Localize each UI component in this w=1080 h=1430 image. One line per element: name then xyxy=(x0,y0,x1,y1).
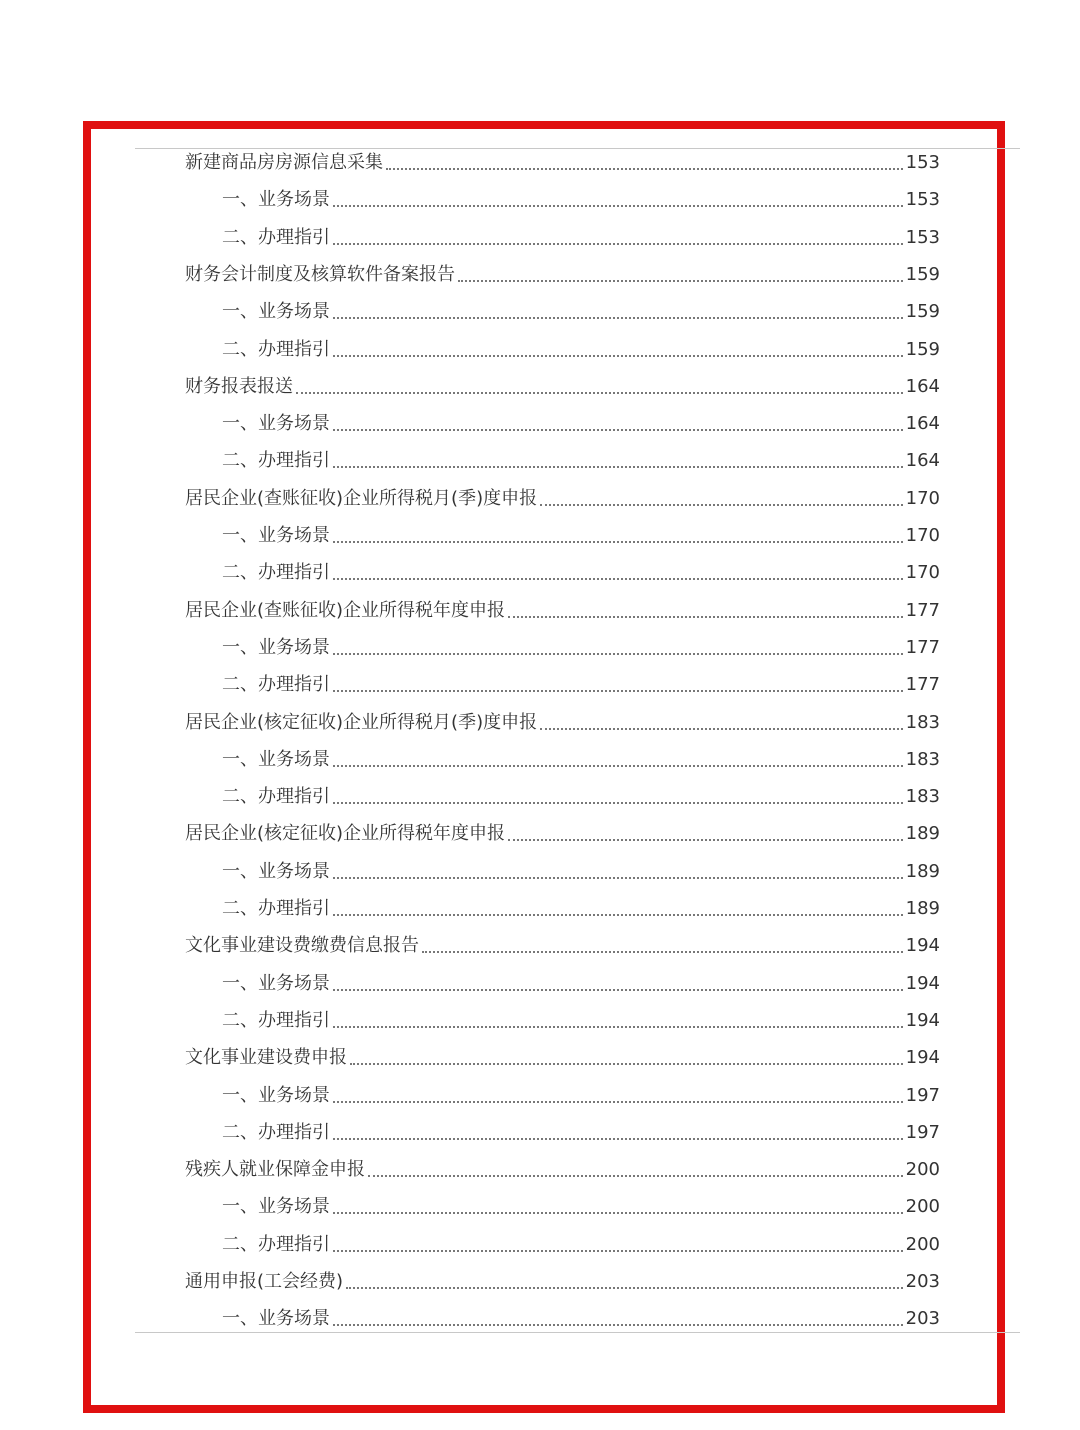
toc-subsection-entry[interactable] xyxy=(222,664,940,700)
toc-subsection-entry[interactable] xyxy=(222,440,940,476)
toc-dot-leader xyxy=(333,988,903,991)
toc-section-entry[interactable] xyxy=(185,1149,940,1185)
toc-entry-title: 一、业务场景 xyxy=(222,301,330,323)
toc-entry-page-number: 203 xyxy=(905,1271,940,1292)
toc-subsection-entry[interactable] xyxy=(222,403,940,439)
toc-entry-title: 一、业务场景 xyxy=(222,1308,330,1330)
toc-entry-title: 一、业务场景 xyxy=(222,413,330,435)
toc-dot-leader xyxy=(508,838,903,841)
toc-entry-page-number: 170 xyxy=(905,487,940,509)
toc-dot-leader xyxy=(333,913,903,916)
toc-entry-page-number: 194 xyxy=(905,1009,940,1031)
toc-dot-leader xyxy=(333,876,903,879)
toc-entry-title: 一、业务场景 xyxy=(222,972,330,994)
toc-entry-page-number: 189 xyxy=(905,823,940,845)
toc-entry-page-number: 164 xyxy=(905,450,940,472)
toc-entry-title: 一、业务场景 xyxy=(222,1084,330,1106)
toc-dot-leader xyxy=(333,204,903,207)
toc-dot-leader xyxy=(333,316,903,319)
toc-entry-title: 二、办理指引 xyxy=(222,1009,330,1031)
toc-entry-title: 居民企业(查账征收)企业所得税年度申报 xyxy=(185,599,506,621)
toc-entry-page-number: 189 xyxy=(905,898,940,919)
toc-dot-leader xyxy=(333,428,903,431)
toc-subsection-entry[interactable] xyxy=(222,739,940,775)
toc-dot-leader xyxy=(346,1286,903,1289)
toc-entry-title: 二、办理指引 xyxy=(222,562,330,584)
toc-entry-title: 二、办理指引 xyxy=(222,338,330,360)
toc-subsection-entry[interactable] xyxy=(222,851,940,887)
toc-dot-leader xyxy=(386,167,903,170)
toc-subsection-entry[interactable] xyxy=(222,627,940,663)
toc-section-entry[interactable] xyxy=(185,366,940,402)
toc-entry-title: 一、业务场景 xyxy=(222,189,330,211)
toc-entry-title: 一、业务场景 xyxy=(222,1196,330,1218)
toc-entry-page-number: 189 xyxy=(905,860,940,882)
toc-section-entry[interactable] xyxy=(185,478,940,514)
toc-dot-leader xyxy=(333,801,903,804)
toc-entry-title: 一、业务场景 xyxy=(222,525,330,546)
toc-entry-page-number: 203 xyxy=(905,1308,940,1330)
toc-section-entry[interactable] xyxy=(185,702,940,738)
toc-entry-title: 二、办理指引 xyxy=(222,450,330,472)
toc-dot-leader xyxy=(333,652,903,655)
toc-entry-page-number: 159 xyxy=(905,338,940,360)
toc-section-entry[interactable] xyxy=(185,254,940,290)
toc-dot-leader xyxy=(333,1025,903,1028)
toc-entry-title: 二、办理指引 xyxy=(222,1233,330,1255)
toc-subsection-entry[interactable] xyxy=(222,1112,940,1148)
toc-entry-title: 二、办理指引 xyxy=(222,1121,330,1143)
toc-entry-title: 居民企业(核定征收)企业所得税年度申报 xyxy=(185,823,506,845)
toc-subsection-entry[interactable] xyxy=(222,1000,940,1036)
toc-dot-leader xyxy=(333,764,903,767)
toc-entry-page-number: 183 xyxy=(905,786,940,808)
toc-section-entry[interactable] xyxy=(185,813,940,849)
toc-entry-title: 二、办理指引 xyxy=(222,898,330,919)
toc-entry-page-number: 183 xyxy=(905,748,940,770)
toc-entry-title: 一、业务场景 xyxy=(222,860,330,882)
toc-entry-title: 二、办理指引 xyxy=(222,674,330,696)
toc-entry-title: 残疾人就业保障金申报 xyxy=(185,1159,365,1181)
toc-subsection-entry[interactable] xyxy=(222,291,940,327)
toc-dot-leader xyxy=(333,540,903,543)
toc-entry-title: 二、办理指引 xyxy=(222,786,330,808)
toc-subsection-entry[interactable] xyxy=(222,776,940,812)
toc-entry-page-number: 200 xyxy=(905,1233,940,1255)
toc-entry-page-number: 159 xyxy=(905,301,940,323)
toc-subsection-entry[interactable] xyxy=(222,1186,940,1222)
toc-entry-title: 一、业务场景 xyxy=(222,636,330,658)
toc-entry-title: 二、办理指引 xyxy=(222,226,330,248)
toc-dot-leader xyxy=(333,1211,903,1214)
toc-subsection-entry[interactable] xyxy=(222,963,940,999)
toc-entry-page-number: 164 xyxy=(905,375,940,397)
toc-entry-page-number: 164 xyxy=(905,413,940,435)
toc-dot-leader xyxy=(333,577,903,580)
toc-section-entry[interactable] xyxy=(185,1037,940,1073)
toc-entry-page-number: 194 xyxy=(905,935,940,957)
toc-dot-leader xyxy=(540,503,903,506)
toc-section-entry[interactable] xyxy=(185,142,940,178)
toc-entry-page-number: 153 xyxy=(905,152,940,173)
toc-entry-title: 居民企业(查账征收)企业所得税月(季)度申报 xyxy=(185,487,538,509)
toc-entry-page-number: 197 xyxy=(905,1121,940,1143)
toc-entry-title: 文化事业建设费申报 xyxy=(185,1047,347,1069)
toc-entry-title: 一、业务场景 xyxy=(222,748,330,770)
toc-dot-leader xyxy=(296,391,903,394)
toc-subsection-entry[interactable] xyxy=(222,515,940,551)
toc-subsection-entry[interactable] xyxy=(222,1075,940,1111)
toc-subsection-entry[interactable] xyxy=(222,179,940,215)
toc-entry-page-number: 159 xyxy=(905,263,940,285)
toc-dot-leader xyxy=(333,1137,903,1140)
toc-dot-leader xyxy=(333,354,903,357)
toc-entry-page-number: 177 xyxy=(905,599,940,621)
toc-dot-leader xyxy=(540,727,903,730)
toc-entry-page-number: 153 xyxy=(905,226,940,248)
toc-entry-title: 文化事业建设费缴费信息报告 xyxy=(185,935,419,957)
toc-entry-title: 通用申报(工会经费) xyxy=(185,1271,344,1292)
toc-dot-leader xyxy=(350,1062,903,1065)
toc-entry-title: 居民企业(核定征收)企业所得税月(季)度申报 xyxy=(185,711,538,733)
toc-entry-page-number: 153 xyxy=(905,189,940,211)
toc-entry-page-number: 200 xyxy=(905,1196,940,1218)
toc-dot-leader xyxy=(458,279,903,282)
toc-dot-leader xyxy=(333,242,903,245)
toc-subsection-entry[interactable] xyxy=(222,329,940,365)
toc-dot-leader xyxy=(333,1249,903,1252)
toc-section-entry[interactable] xyxy=(185,1261,940,1297)
toc-dot-leader xyxy=(333,465,903,468)
toc-entry-page-number: 170 xyxy=(905,525,940,546)
toc-dot-leader xyxy=(422,950,903,953)
toc-entry-title: 财务报表报送 xyxy=(185,375,293,397)
toc-entry-page-number: 194 xyxy=(905,1047,940,1069)
toc-dot-leader xyxy=(333,1100,903,1103)
toc-entry-page-number: 183 xyxy=(905,711,940,733)
toc-entry-page-number: 200 xyxy=(905,1159,940,1181)
toc-entry-page-number: 170 xyxy=(905,562,940,584)
toc-section-entry[interactable] xyxy=(185,925,940,961)
toc-dot-leader xyxy=(508,615,903,618)
toc-entry-page-number: 177 xyxy=(905,636,940,658)
toc-entry-page-number: 197 xyxy=(905,1084,940,1106)
toc-subsection-entry[interactable] xyxy=(222,1298,940,1334)
toc-subsection-entry[interactable] xyxy=(222,888,940,924)
toc-entry-page-number: 194 xyxy=(905,972,940,994)
toc-dot-leader xyxy=(333,1323,903,1326)
toc-entry-title: 新建商品房房源信息采集 xyxy=(185,152,383,173)
toc-subsection-entry[interactable] xyxy=(222,217,940,253)
toc-subsection-entry[interactable] xyxy=(222,552,940,588)
toc-dot-leader xyxy=(368,1174,903,1177)
toc-entry-title: 财务会计制度及核算软件备案报告 xyxy=(185,263,455,285)
toc-dot-leader xyxy=(333,689,903,692)
toc-entry-page-number: 177 xyxy=(905,674,940,696)
toc-subsection-entry[interactable] xyxy=(222,1224,940,1260)
toc-section-entry[interactable] xyxy=(185,590,940,626)
